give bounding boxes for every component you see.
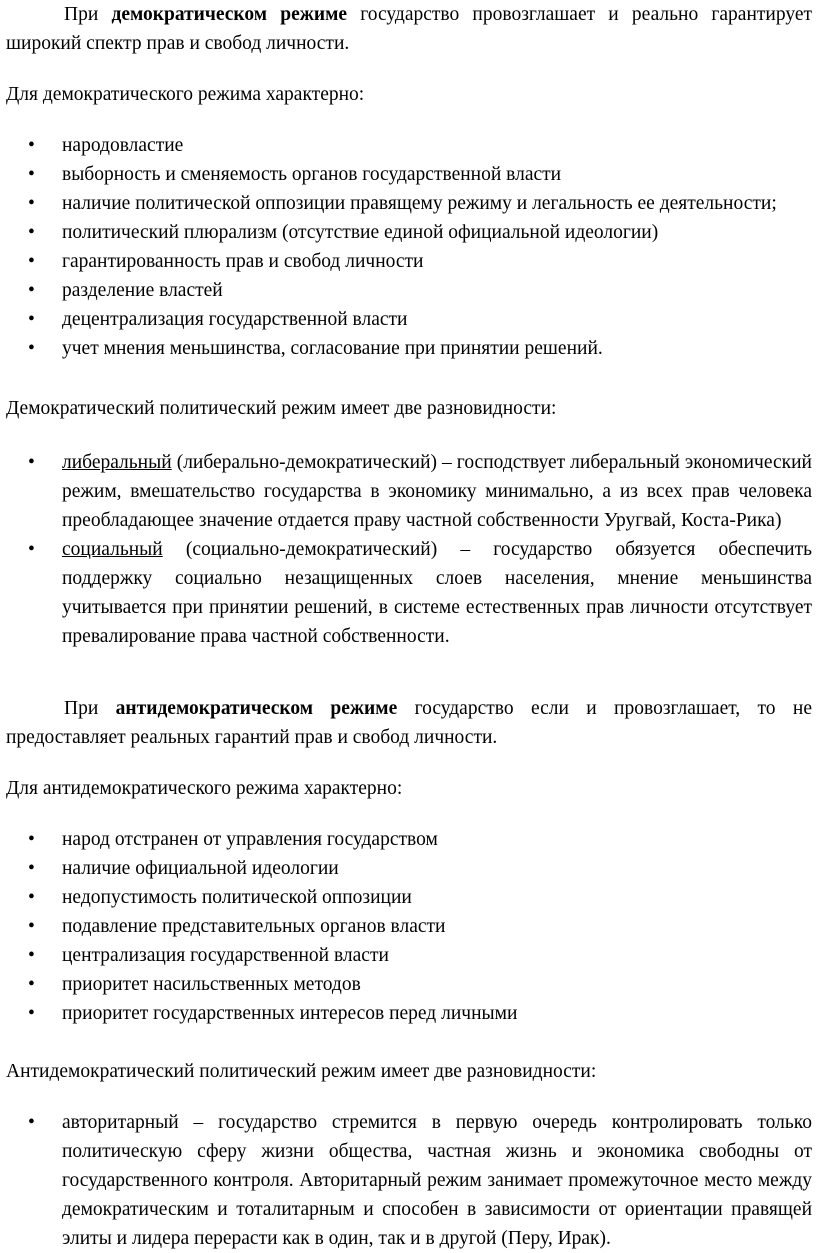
bullet-icon: • [28,1003,35,1024]
variety-term-social: социальный [62,539,163,560]
antidemocratic-intro-bold-term: антидемократическом режиме [115,698,398,719]
bullet-icon: • [28,452,35,473]
list-item-text: выборность и сменяемость органов государственной власти [62,164,562,185]
list-item [0,941,816,970]
variety-text: (либерально-демократический) – господствует либеральный экономический режим, вмешательство государства в экономику минимально, а из всех прав человека преобладающее значение отдается праву частной собственности Уругвай, Коста-Рика) [62,452,812,531]
antidemocratic-intro-paragraph [6,694,812,752]
bullet-icon: • [28,829,35,850]
list-item-text: учет мнения меньшинства, согласование при принятии решений. [62,338,603,359]
list-item-text: наличие политической оппозиции правящему режиму и легальность ее деятельности; [62,193,777,214]
antidemocratic-intro-prefix: При [64,698,116,719]
list-item [0,854,816,883]
list-item [0,535,816,651]
democratic-intro-rest: государство провозглашает и реально гарантирует широкий спектр прав и свобод личности. [6,4,812,54]
list-item [0,131,816,160]
list-item-text: приоритет государственных интересов перед личными [62,1003,518,1024]
bullet-icon: • [28,164,35,185]
antidemocratic-varieties-list [0,1108,816,1253]
antidemocratic-features-list [0,825,816,1028]
bullet-icon: • [28,539,35,560]
bullet-icon: • [28,222,35,243]
list-item [0,883,816,912]
list-item [0,825,816,854]
bullet-icon: • [28,974,35,995]
bullet-icon: • [28,280,35,301]
bullet-icon: • [28,251,35,272]
list-item-text: децентрализация государственной власти [62,309,408,330]
bullet-icon: • [28,338,35,359]
list-item-text: наличие официальной идеологии [62,858,339,879]
democratic-intro-bold-term: демократическом режиме [111,4,348,25]
list-item [0,912,816,941]
variety-text: авторитарный – государство стремится в первую очередь контролировать только политическую сферу жизни общества, частная жизнь и экономика свободны от государственного контроля. Авторитарный режим занимает промежуточное место между демократическим и тоталитарным и способен в зависимости от ориентации правящей элиты и лидера перерасти как в один, так и в другой (Перу, Ирак). [62,1112,812,1249]
list-item [0,160,816,189]
bullet-icon: • [28,887,35,908]
bullet-icon: • [28,858,35,879]
democratic-intro-prefix: При [64,4,112,25]
bullet-icon: • [28,193,35,214]
list-item-text: политический плюрализм (отсутствие единой официальной идеологии) [62,222,659,243]
variety-term-liberal: либеральный [62,452,172,473]
list-item-text: недопустимость политической оппозиции [62,887,412,908]
list-item [0,247,816,276]
antidemocratic-intro-rest: государство если и провозглашает, то не предоставляет реальных гарантий прав и свобод личности. [6,698,812,748]
antidemocratic-varieties-heading: Антидемократический политический режим имеет две разновидности: [6,1061,597,1082]
democratic-varieties-list [0,448,816,651]
bullet-icon: • [28,916,35,937]
democratic-features-heading: Для демократического режима характерно: [6,84,365,105]
democratic-varieties-heading: Демократический политический режим имеет две разновидности: [6,398,557,419]
list-item [0,276,816,305]
list-item-text: приоритет насильственных методов [62,974,361,995]
bullet-icon: • [28,945,35,966]
list-item-text: централизация государственной власти [62,945,389,966]
democratic-intro-paragraph [6,0,812,58]
list-item-text: народ отстранен от управления государством [62,829,438,850]
democratic-features-list [0,131,816,363]
list-item-text: подавление представительных органов власти [62,916,446,937]
list-item [0,218,816,247]
list-item [0,305,816,334]
list-item [0,189,816,218]
list-item-text: разделение властей [62,280,223,301]
list-item-text: гарантированность прав и свобод личности [62,251,424,272]
list-item [0,334,816,363]
list-item [0,1108,816,1253]
antidemocratic-features-heading: Для антидемократического режима характерно: [6,778,403,799]
list-item-text: народовластие [62,135,184,156]
list-item [0,448,816,535]
list-item [0,970,816,999]
bullet-icon: • [28,1112,35,1133]
bullet-icon: • [28,309,35,330]
bullet-icon: • [28,135,35,156]
list-item [0,999,816,1028]
variety-text: (социально-демократический) – государство обязуется обеспечить поддержку социально незащищенных слоев населения, мнение меньшинства учитывается при принятии решений, в системе естественных прав личности отсутствует превалирование права частной собственности. [62,539,812,647]
